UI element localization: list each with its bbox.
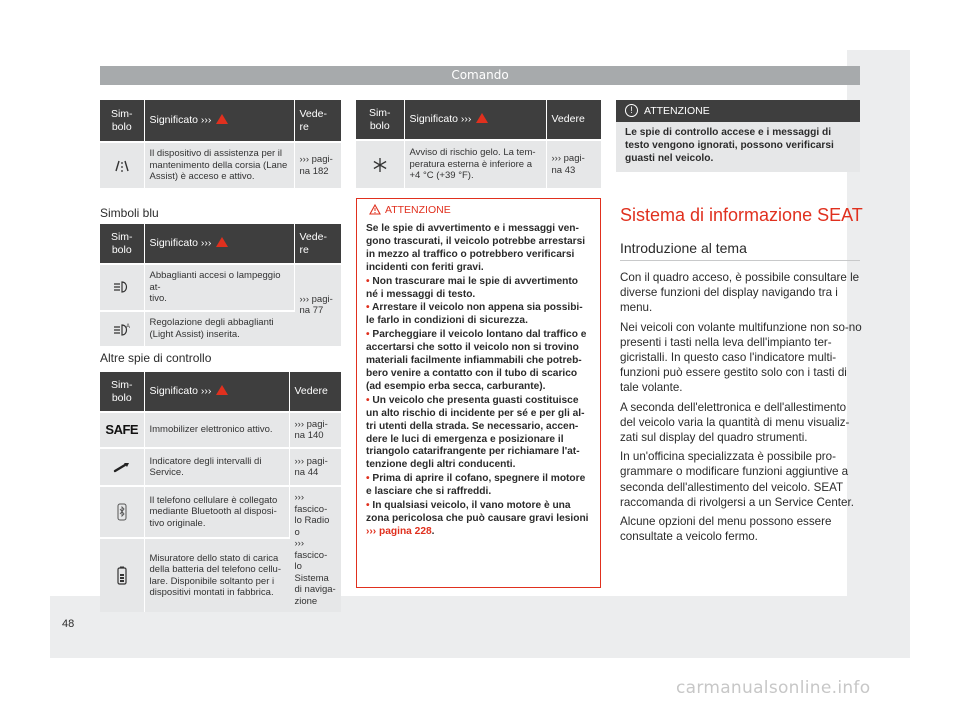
col-header-symbol: Sim- bolo [100, 372, 144, 412]
heading-divider [620, 260, 860, 261]
symbol-table-3 [100, 372, 341, 612]
paragraph: A seconda dell'elettronica e dell'allestimento del veicolo varia la quantità di menu visualiz-zati sul display del quadro strumenti. [620, 400, 850, 445]
watermark: carmanualsonline.info [676, 678, 871, 698]
table-row [100, 142, 341, 188]
running-header: Comando [100, 66, 860, 85]
meaning-cell: Il telefono cellulare è collegato mediante Bluetooth al disposi- tivo originale. [144, 486, 289, 538]
paragraph: Alcune opzioni del menu possono essere consultate a veicolo fermo. [620, 515, 832, 544]
safe-icon: SAFE [100, 412, 144, 448]
warning-box [356, 198, 601, 588]
lane-assist-icon [100, 142, 144, 188]
section-heading: Sistema di informazione SEAT [620, 205, 863, 225]
attention-box [616, 100, 860, 172]
phone-battery-icon [100, 538, 144, 612]
table-row [356, 140, 601, 188]
table-row [100, 448, 341, 486]
info-icon: ! [625, 104, 638, 117]
warning-triangle-icon [369, 204, 381, 215]
meaning-cell: Misuratore dello stato di carica della batteria del telefono cellu- lare. Disponibile soltanto per i dispositivi montati in fabbrica. [144, 538, 289, 612]
meaning-cell: Indicatore degli intervalli di Service. [144, 448, 289, 486]
warning-bullet: • Prima di aprire il cofano, spegnere il motore e lasciare che si raffreddi. [366, 473, 586, 498]
page-number: 48 [62, 618, 75, 630]
light-assist-icon [100, 311, 144, 346]
col-header-meaning: Significato ››› [404, 100, 546, 140]
warning-triangle-icon [476, 113, 488, 123]
attention-box-text: Le spie di controllo accese e i messaggi di testo vengono ignorati, possono verificarsi guasti nel veicolo. [625, 127, 834, 164]
warning-triangle-icon [216, 385, 228, 395]
warning-bullet: • Non trascurare mai le spie di avvertimento né i messaggi di testo. [366, 275, 578, 300]
warning-box-body [357, 221, 600, 539]
warning-triangle-icon [216, 114, 228, 124]
section-title-other: Altre spie di controllo [100, 351, 212, 365]
body-text [620, 270, 862, 548]
svg-text:A: A [125, 323, 130, 330]
paragraph: In un'officina specializzata è possibile pro-grammare o modificare funzioni aggiuntive a seconda dell'allestimento del veicolo. SEAT raccomanda di rivolgersi a un Service Center. [620, 450, 854, 509]
page-link[interactable]: ››› pagi- na 43 [546, 140, 601, 188]
table-row [100, 486, 341, 538]
manual-link[interactable]: ››› fascico- lo Radio o ››› fascico- lo Sistema di naviga- zione [289, 486, 341, 612]
col-header-symbol: Sim- bolo [356, 100, 404, 140]
warning-box-header [357, 199, 600, 221]
wrench-icon [100, 448, 144, 486]
table-row [100, 412, 341, 448]
col-header-meaning: Significato ››› [144, 100, 294, 142]
section-subheading: Introduzione al tema [620, 240, 747, 256]
page-link[interactable]: ››› pagina 228 [366, 525, 432, 537]
warning-box-title: ATTENZIONE [385, 204, 451, 216]
col-header-symbol: Sim- bolo [100, 224, 144, 264]
section-title-blue: Simboli blu [100, 206, 159, 220]
paragraph: Nei veicoli con volante multifunzione non so-no presenti i tasti nella leva dell'impianto ter-gicristalli. In questo caso l'indicatore multi-funzioni può essere gestito solo con i tasti di tale volante. [620, 320, 862, 395]
snowflake-icon [356, 140, 404, 188]
col-header-see: Vedere [546, 100, 601, 140]
symbol-table-1 [100, 100, 341, 188]
warning-bullet: • Parcheggiare il veicolo lontano dal traffico e accertarsi che sotto il veicolo non si trovino materiali facilmente infiammabili che potreb-bero venire a contatto con il tubo di scarico (ad esempio erba secca, carburante). [366, 329, 587, 392]
warning-intro: Se le spie di avvertimento e i messaggi ven-gono trascurati, il veicolo potrebbe arrestarsi in mezzo al traffico o potrebbero verificarsi incidenti con feriti gravi. [366, 223, 586, 273]
page-link[interactable]: ››› pagi- na 140 [289, 412, 341, 448]
warning-triangle-icon [216, 237, 228, 247]
warning-bullet: • Un veicolo che presenta guasti costituisce un alto rischio di incidente per sé e per gli al-tri utenti della strada. Se necessario, accen-dere le luci di emergenza e posizionare il triangolo catarifrangente per richiamare l'at-tenzione degli altri conducenti. [366, 394, 585, 471]
page-link[interactable]: ››› pagi- na 182 [294, 142, 341, 188]
warning-bullet: • Arrestare il veicolo non appena sia possibi-le farlo in condizioni di sicurezza. [366, 302, 583, 327]
col-header-symbol: Sim- bolo [100, 100, 144, 142]
warning-bullet: • In qualsiasi veicolo, il vano motore è una zona pericolosa che può causare gravi lesioni ››› pagina 228. [366, 500, 589, 537]
col-header-see: Vedere [289, 372, 341, 412]
attention-box-header [616, 100, 860, 122]
high-beam-icon [100, 264, 144, 311]
meaning-cell: Avviso di rischio gelo. La tem- peratura esterna è inferiore a +4 °C (+39 °F). [404, 140, 546, 188]
col-header-meaning: Significato ››› [144, 224, 294, 264]
col-header-meaning: Significato ››› [144, 372, 289, 412]
paragraph: Con il quadro acceso, è possibile consultare le diverse funzioni del display navigando tra i menu. [620, 271, 860, 315]
meaning-cell: Regolazione degli abbaglianti (Light Assist) inserita. [144, 311, 294, 346]
col-header-see: Vede- re [294, 100, 341, 142]
symbol-table-4 [356, 100, 601, 188]
attention-box-title: ATTENZIONE [644, 105, 710, 117]
col-header-see: Vede- re [294, 224, 341, 264]
symbol-table-2 [100, 224, 341, 346]
meaning-cell: Immobilizer elettronico attivo. [144, 412, 289, 448]
table-row [100, 264, 341, 311]
page-link[interactable]: ››› pagi- na 44 [289, 448, 341, 486]
meaning-cell: Il dispositivo di assistenza per il mantenimento della corsia (Lane Assist) è acceso e attivo. [144, 142, 294, 188]
meaning-cell: Abbaglianti accesi o lampeggio at- tivo. [144, 264, 294, 311]
page-link[interactable]: ››› pagi- na 77 [294, 264, 341, 346]
bluetooth-icon [100, 486, 144, 538]
